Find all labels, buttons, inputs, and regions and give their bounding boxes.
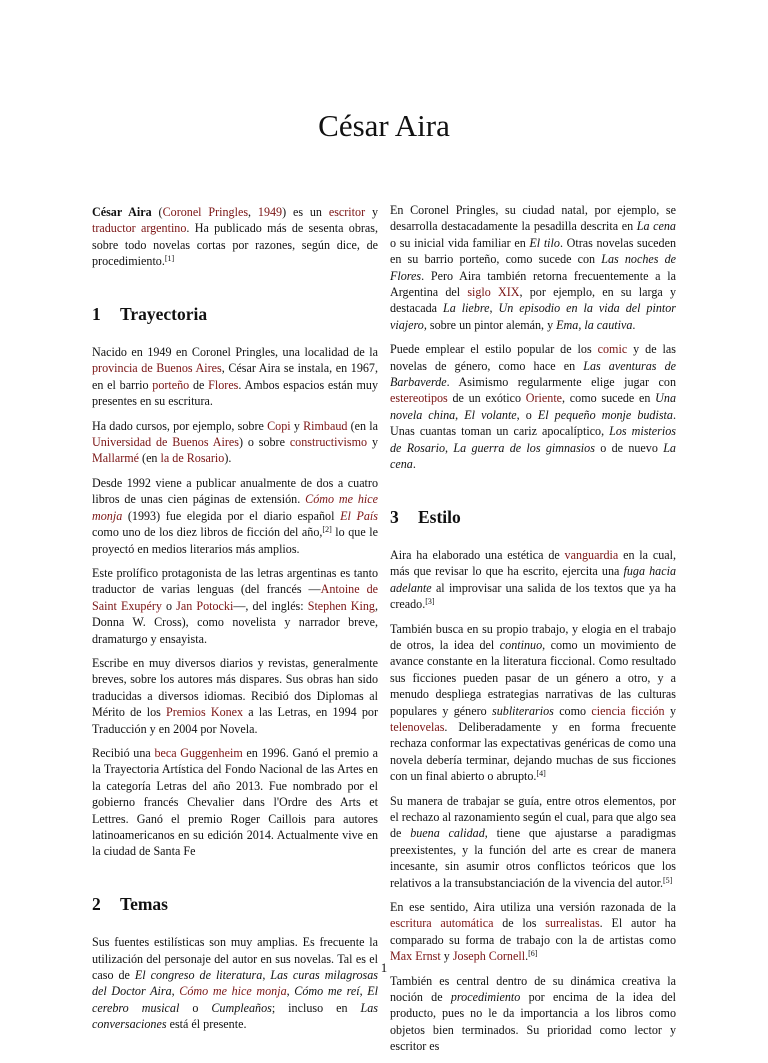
book-title: Cumpleaños	[211, 1000, 272, 1015]
section-heading-estilo	[390, 506, 676, 527]
trayectoria-paragraph-1	[92, 344, 378, 410]
text: . Ha publicado más de sesenta obras, sobre todo novelas cortas por razones, según dice, de procedimiento.	[92, 221, 378, 269]
book-title: La liebre	[442, 301, 490, 316]
section-title: Trayectoria	[120, 303, 208, 324]
link-flores[interactable]: Flores	[208, 377, 239, 392]
text: como uno de los diez libros de ficción del año,	[92, 525, 323, 540]
text: , César Aira se instala, en 1967, en el barrio	[92, 361, 378, 392]
book-title: Las curas milagrosas del Doctor Aira	[92, 968, 379, 999]
link-stephen-king[interactable]: Stephen King	[307, 598, 375, 613]
text: de un exótico	[447, 391, 526, 406]
book-title: Las noches de Flores	[390, 252, 676, 283]
link-joseph-cornell[interactable]: Joseph Cornell	[452, 949, 526, 964]
text: a las Letras, en 1994 por Traducción y en 2004 por Novela.	[92, 705, 378, 736]
text: y de las novelas de género, como hace en	[390, 342, 676, 373]
text: ,	[455, 407, 465, 422]
ref-3[interactable]: [3]	[425, 597, 435, 607]
right-column	[390, 202, 676, 1063]
link-la-de-rosario[interactable]: la de Rosario	[160, 451, 225, 466]
temas-paragraph-2	[390, 202, 676, 333]
ref-6[interactable]: [6]	[528, 949, 538, 959]
temas-paragraph-3	[390, 341, 676, 472]
text: (1993) fue elegida por el diario español	[122, 508, 341, 523]
emphasis: procedimiento	[450, 990, 521, 1005]
emphasis: continuo	[499, 637, 543, 652]
link-saint-exupery[interactable]: Antoine de Saint Exupéry	[92, 582, 378, 613]
link-provincia-buenos-aires[interactable]: provincia de Buenos Aires	[92, 361, 222, 376]
text: Ha dado cursos, por ejemplo, sobre	[92, 418, 268, 433]
text: Recibió una	[92, 745, 155, 760]
section-number: 2	[92, 893, 101, 914]
text: . El autor ha comparado su forma de trabajo con la de artistas como	[390, 916, 676, 947]
ref-2[interactable]: [2]	[322, 525, 332, 535]
link-porteno[interactable]: porteño	[152, 377, 190, 392]
link-siglo-xix[interactable]: siglo XIX	[467, 285, 520, 300]
section-number: 1	[92, 303, 101, 324]
estilo-paragraph-4	[390, 899, 676, 965]
book-title: La cena	[390, 440, 676, 472]
text: . Unas cuantas toman un cariz apocalíptico,	[390, 407, 676, 439]
text: o	[179, 1000, 212, 1015]
text: .	[525, 949, 529, 964]
temas-paragraph-1	[92, 934, 378, 1032]
text: También busca en su propio trabajo, y elogia en el trabajo de otros, la idea del	[390, 621, 676, 652]
text: . Asimismo regularmente elige jugar con	[446, 375, 676, 390]
text: (en	[139, 451, 161, 466]
text: en la cual, más que revisar lo que ha escrito, ejercita una	[390, 547, 676, 579]
text: ; incluso en	[271, 1000, 361, 1015]
text: ,	[489, 301, 499, 316]
trayectoria-paragraph-4	[92, 565, 378, 647]
page-title: César Aira	[318, 108, 450, 143]
trayectoria-paragraph-2	[92, 418, 378, 467]
intro-paragraph	[92, 204, 378, 270]
book-title: El volante	[464, 407, 517, 422]
section-heading-temas	[92, 893, 378, 914]
link-como-me-hice-monja-2[interactable]	[179, 984, 286, 998]
text: . Otras novelas suceden en su barrio porteño, como sucede con	[390, 235, 677, 267]
book-title: El congreso de literatura	[134, 968, 263, 983]
text: ) o sobre	[238, 435, 290, 450]
emphasis: fuga hacia adelante	[390, 564, 676, 595]
book-title: Una novela china	[390, 391, 676, 422]
text: También es central dentro de su dinámica creativa la noción de	[390, 973, 676, 1005]
text: y	[365, 205, 378, 219]
trayectoria-paragraph-6	[92, 745, 378, 860]
ref-5[interactable]: [5]	[663, 875, 673, 885]
text: como	[553, 703, 592, 718]
text: , o	[516, 407, 538, 422]
emphasis: subliterarios	[492, 703, 554, 718]
text: o de nuevo	[594, 440, 664, 455]
text: (en la	[347, 418, 379, 433]
link-premios-konex[interactable]: Premios Konex	[166, 705, 244, 720]
text: o	[161, 598, 177, 613]
text: en 1996. Ganó el premio a la Trayectoria Artística del Fondo Nacional de las Artes en la categoría Letras del año 2013. Fue nombrado por el gobierno francés Chevalier dans l'Ordre des Arts et Lettres. Ganó el premio Roger Caillois para autores latinoamericanos en su edición 2014. Actualmente vive en la ciudad de Santa Fe	[92, 745, 378, 859]
link-argentino[interactable]: argentino	[140, 221, 187, 236]
text: , tiene que ajustarse a paradigmas preexistentes, y la función del arte es crear de manera incesante, sin asumir otros conflictos teóricos que los relativos a la transubstanciación de la vivencia del autor.	[390, 826, 676, 890]
section-heading-trayectoria	[92, 303, 378, 324]
link-telenovelas[interactable]: telenovelas	[390, 719, 445, 734]
text: y	[664, 703, 676, 718]
text: Aira ha elaborado una estética de	[390, 547, 565, 562]
text: .	[632, 317, 636, 332]
link-mallarme[interactable]: Mallarmé	[92, 451, 140, 466]
link-surrealistas[interactable]: surrealistas	[545, 916, 600, 931]
text: está él presente.	[166, 1017, 247, 1032]
text: , como sucede en	[562, 391, 656, 406]
link-coronel-pringles[interactable]: Coronel Pringles	[162, 205, 249, 219]
text: de	[189, 377, 209, 392]
text: En Coronel Pringles, su ciudad natal, por ejemplo, se desarrolla destacadamente la pesadilla descrita en	[390, 203, 676, 234]
section-title: Temas	[120, 893, 168, 914]
link-rimbaud[interactable]: Rimbaud	[303, 418, 348, 433]
text: Escribe en muy diversos diarios y revistas, generalmente breves, sobre los autores más dispares. Sus obras han sido traducidas a diversos idiomas. Recibió dos Diplomas al Mérito de los	[92, 655, 378, 720]
estilo-paragraph-2	[390, 621, 676, 785]
link-jan-potocki[interactable]: Jan Potocki	[176, 598, 234, 613]
book-title: Cómo me reí	[294, 984, 360, 999]
link-oriente[interactable]: Oriente	[525, 391, 563, 406]
text: ,	[248, 205, 258, 219]
estilo-paragraph-3	[390, 793, 676, 891]
text: y	[290, 418, 304, 433]
text: Nacido en 1949 en Coronel Pringles, una localidad de la	[92, 345, 378, 360]
text: , Donna W. Cross), como novelista y narrador breve, dramaturgo y ensayista.	[92, 598, 378, 646]
link-constructivismo[interactable]: constructivismo	[289, 435, 368, 450]
emphasis: buena calidad	[410, 826, 485, 841]
link-escritura-automatica[interactable]: escritura automática	[390, 916, 494, 931]
text: (	[151, 205, 163, 219]
text: ,	[171, 984, 180, 999]
text: y	[367, 435, 378, 450]
text: . Ambos espacios están muy presentes en su escritura.	[92, 377, 379, 409]
book-title: El cerebro musical	[92, 984, 378, 1015]
link-beca-guggenheim[interactable]: beca Guggenheim	[154, 745, 243, 760]
book-title: Las conversaciones	[92, 1000, 378, 1032]
book-title: La guerra de los gimnasios	[453, 440, 595, 455]
text: ,	[286, 984, 295, 999]
text: —, del inglés:	[233, 598, 308, 613]
section-number: 3	[390, 506, 399, 527]
text: . Deliberadamente y en forma frecuente rechaza conformar las expectativas genéricas de como una novela debería terminar, dejando muchas de sus ficciones con un final abierto o abrupto.	[390, 719, 676, 784]
section-title: Estilo	[418, 506, 461, 527]
page-number: 1	[380, 960, 388, 975]
text: , sobre un pintor alemán, y	[423, 317, 557, 332]
book-title: El tilo	[529, 235, 560, 250]
text: ) es un	[282, 205, 329, 219]
text: por encima de la idea del producto, pues no le da importancia a los libros como objetos bien terminados. Su prioridad como lector y escritor es	[390, 990, 676, 1054]
newspaper-title: El País	[340, 508, 378, 523]
trayectoria-paragraph-5	[92, 655, 378, 737]
link-comic[interactable]: comic	[597, 342, 628, 357]
text: ,	[445, 440, 454, 455]
trayectoria-paragraph-3	[92, 475, 378, 557]
text: lo que le proyectó en medios literarios más amplios.	[92, 525, 378, 556]
book-title: Los misterios de Rosario	[390, 424, 676, 455]
book-title: Cómo me hice monja	[179, 984, 287, 999]
link-universidad-buenos-aires[interactable]: Universidad de Buenos Aires	[92, 435, 239, 450]
estilo-paragraph-1	[390, 547, 676, 613]
book-title: Un episodio en la vida del pintor viajero	[390, 301, 677, 332]
text: al improvisar una salida de los textos que ya ha creado.	[390, 580, 676, 612]
text: Este prolífico protagonista de las letras argentinas es tanto traductor de varias lenguas (del francés —	[92, 565, 378, 597]
text: En ese sentido, Aira utiliza una versión razonada de la	[390, 900, 676, 915]
ref-4[interactable]: [4]	[536, 769, 546, 779]
book-title: Ema, la cautiva	[556, 317, 633, 332]
link-max-ernst[interactable]: Max Ernst	[390, 949, 441, 964]
text: Sus fuentes estilísticas son muy amplias. Es frecuente la utilización del personaje del autor en sus novelas. Tal es el caso de	[92, 935, 378, 983]
text: Su manera de trabajar se guía, entre otros elementos, por el rechazo al razonamiento según el cual, para que algo sea de	[390, 793, 676, 841]
text: , por ejemplo, en su larga y destacada	[390, 285, 676, 316]
book-title: Las aventuras de Barbaverde	[390, 358, 676, 390]
text: ,	[359, 984, 368, 999]
link-copi[interactable]: Copi	[267, 418, 291, 433]
book-title: La cena	[636, 219, 676, 234]
text: , como un movimiento de avance constante en la literatura ficcional. Como resultado sus ficciones pueden pasar de un género a otro, y a menudo despliega estrategias narrativas de las culturas populares y género	[390, 637, 676, 718]
author-name: César Aira	[92, 205, 152, 219]
link-traductor[interactable]: traductor	[92, 221, 136, 236]
link-vanguardia[interactable]: vanguardia	[564, 547, 619, 562]
text: de los	[493, 916, 546, 931]
estilo-paragraph-5	[390, 973, 676, 1055]
text: Puede emplear el estilo popular de los	[390, 342, 598, 357]
link-1949[interactable]: 1949	[257, 205, 283, 219]
text: ).	[224, 451, 232, 466]
text: ,	[262, 968, 271, 983]
text: . Pero Aira también retorna frecuentemente a la Argentina del	[390, 268, 676, 300]
ref-1[interactable]: [1]	[164, 254, 175, 264]
link-estereotipos[interactable]: estereotipos	[390, 391, 448, 406]
text: y	[440, 949, 453, 964]
text: .	[412, 457, 416, 472]
left-column	[92, 204, 378, 1041]
link-el-pais[interactable]	[340, 509, 378, 523]
text: o su inicial vida familiar en	[390, 235, 530, 250]
book-title: Cómo me hice monja	[92, 492, 379, 523]
text: Desde 1992 viene a publicar anualmente de dos a cuatro libros de unas cien páginas de extensión.	[92, 475, 378, 507]
book-title: El pequeño monje budista	[537, 407, 673, 422]
link-ciencia-ficcion[interactable]: ciencia ficción	[591, 703, 665, 718]
link-escritor[interactable]: escritor	[328, 205, 366, 219]
